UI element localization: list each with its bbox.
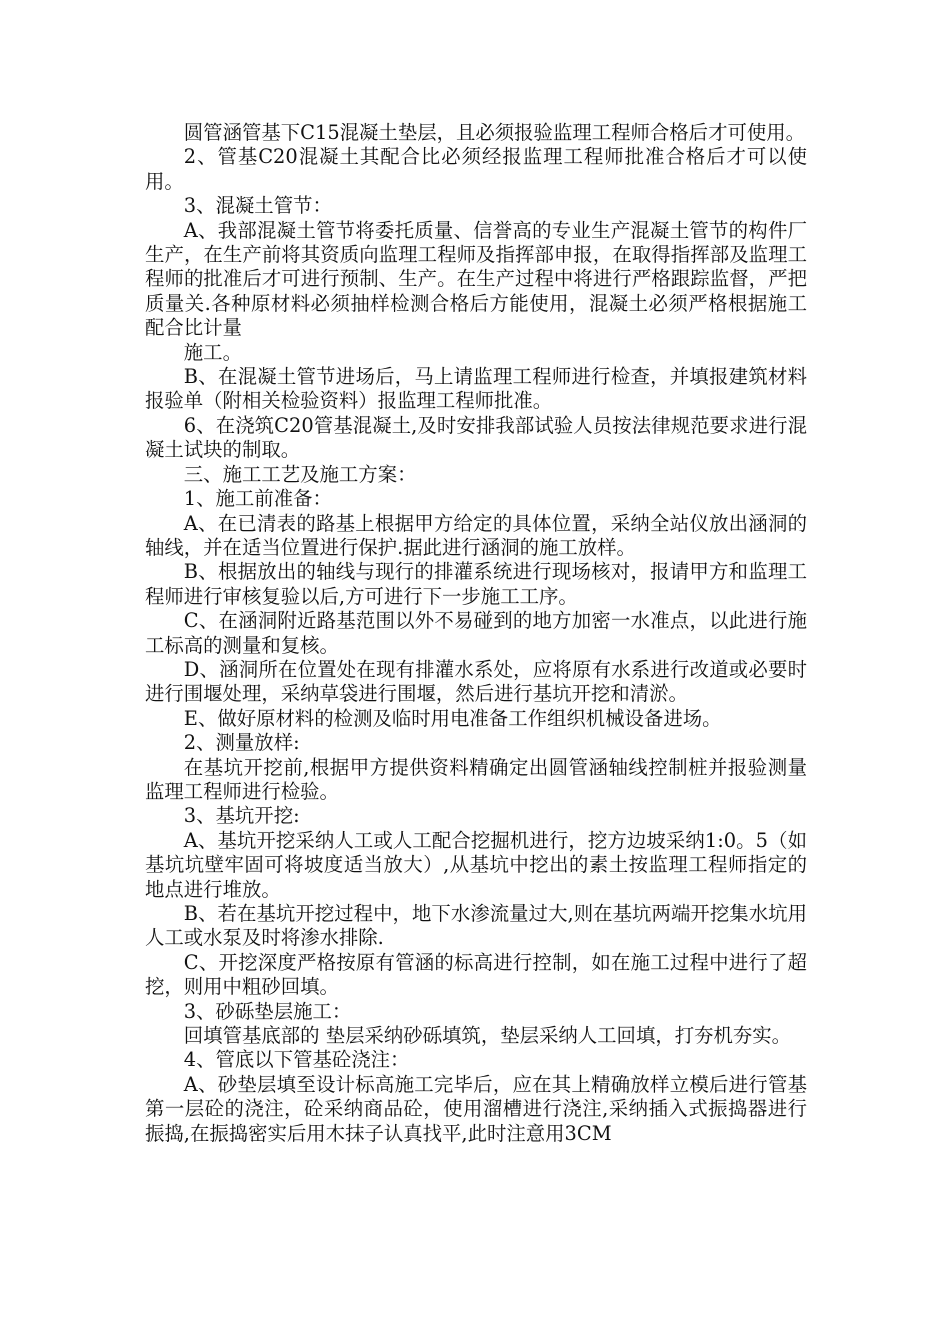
paragraph-2: 2、管基C20混凝土其配合比必须经报监理工程师批准合格后才可以使用。 [145, 145, 807, 193]
paragraph-20: C、开挖深度严格按原有管涵的标高进行控制，如在施工过程中进行了超挖，则用中粗砂回填。 [145, 950, 807, 999]
paragraph-14: E、做好原材料的检测及临时用电准备工作组织机械设备进场。 [183, 706, 722, 730]
paragraph-5: 施工。 [183, 340, 242, 364]
paragraph-23: 4、管底以下管基砼浇注： [183, 1048, 410, 1072]
paragraph-12: C、在涵洞附近路基范围以外不易碰到的地方加密一水准点，以此进行施工标高的测量和复核。 [145, 609, 807, 657]
document-body [145, 121, 807, 1146]
paragraph-17: 3、基坑开挖: [183, 804, 300, 828]
paragraph-19: B、若在基坑开挖过程中，地下水渗流量过大,则在基坑两端开挖集水坑用人工或水泵及时将渗水排除. [145, 902, 807, 950]
paragraph-21: 3、砂砾垫层施工： [183, 999, 352, 1023]
paragraph-1: 圆管涵管基下C15混凝土垫层，且必须报验监理工程师合格后才可使用。 [183, 121, 806, 144]
paragraph-18: A、基坑开挖采纳人工或人工配合挖掘机进行，挖方边坡采纳1:0。5（如基坑坑壁牢固可将坡度适当放大）,从基坑中挖出的素土按监理工程师指定的地点进行堆放。 [145, 828, 807, 901]
paragraph-15: 2、测量放样: [183, 731, 300, 755]
paragraph-24: A、砂垫层填至设计标高施工完毕后，应在其上精确放样立模后进行管基第一层砼的浇注，砼采纳商品砼，使用溜槽进行浇注,采纳插入式振捣器进行振捣,在振捣密实后用木抹子认真找平,此时注意用3CM [145, 1072, 807, 1145]
paragraph-11: B、根据放出的轴线与现行的排灌系统进行现场核对，报请甲方和监理工程师进行审核复验以后,方可进行下一步施工工序。 [145, 560, 807, 608]
paragraph-6: B、在混凝土管节进场后，马上请监理工程师进行检查，并填报建筑材料报验单（附相关检验资料）报监理工程师批准。 [145, 365, 807, 413]
paragraph-8: 三、施工工艺及施工方案： [183, 462, 417, 486]
paragraph-13: D、涵洞所在位置处在现有排灌水系处，应将原有水系进行改道或必要时进行围堰处理，采纳草袋进行围堰，然后进行基坑开挖和清淤。 [145, 657, 807, 706]
paragraph-22: 回填管基底部的 垫层采纳砂砾填筑，垫层采纳人工回填，打夯机夯实。 [183, 1024, 792, 1048]
paragraph-10: A、在已清表的路基上根据甲方给定的具体位置，采纳全站仪放出涵洞的轴线，并在适当位置进行保护.据此进行涵洞的施工放样。 [145, 511, 807, 559]
paragraph-3: 3、混凝土管节： [183, 194, 332, 218]
paragraph-7: 6、在浇筑C20管基混凝土,及时安排我部试验人员按法律规范要求进行混凝土试块的制取。 [145, 413, 807, 462]
paragraph-4: A、我部混凝土管节将委托质量、信誉高的专业生产混凝土管节的构件厂生产，在生产前将其资质向监理工程师及指挥部申报，在取得指挥部及监理工程师的批准后才可进行预制、生产。在生产过程中将进行严格跟踪监督，严把质量关.各种原材料必须抽样检测合格后方能使用，混凝土必须严格根据施工配合比计量 [145, 218, 807, 340]
paragraph-9: 1、施工前准备： [183, 487, 332, 511]
paragraph-16: 在基坑开挖前,根据甲方提供资料精确定出圆管涵轴线控制桩并报验测量监理工程师进行检验。 [145, 755, 807, 803]
